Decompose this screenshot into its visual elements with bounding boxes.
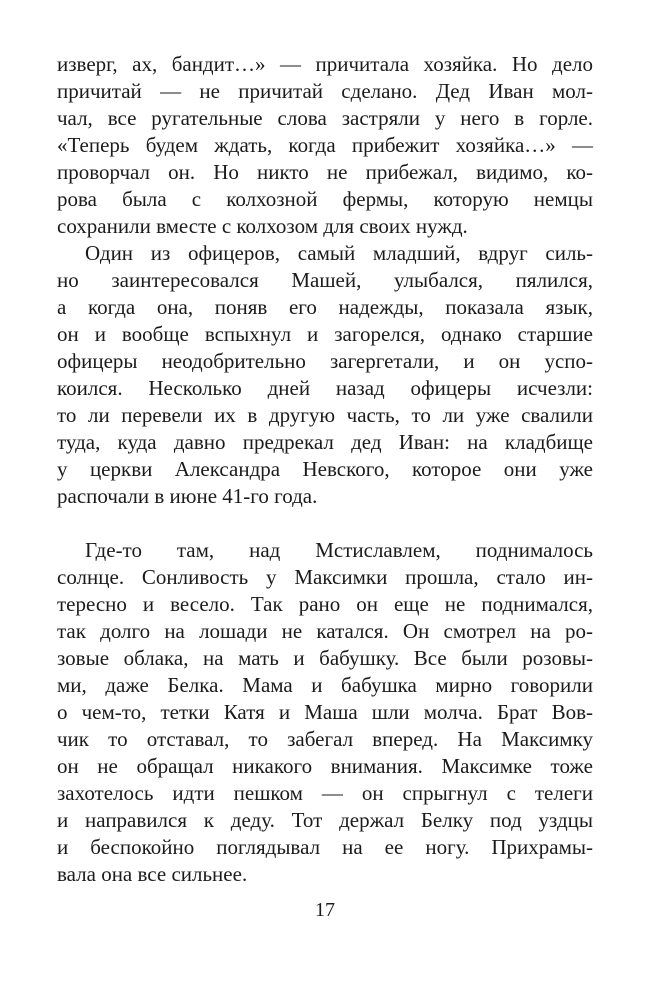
text-line: офицеры неодобрительно загергетали, и он успо- <box>57 349 593 373</box>
text-line: Где-то там, над Мстиславлем, поднималось <box>85 538 593 562</box>
text-line: Один из офицеров, самый младший, вдруг силь- <box>85 241 593 265</box>
text-line: так долго на лошади не катался. Он смотрел на ро- <box>57 619 593 643</box>
paragraph <box>57 51 593 240</box>
text-line: туда, куда давно предрекал дед Иван: на кладбище <box>57 430 593 454</box>
text-line: он и вообще вспыхнул и загорелся, однако старшие <box>57 322 593 346</box>
page-number: 17 <box>315 899 335 921</box>
text-line: вала она все сильнее. <box>57 862 248 886</box>
text-line: а когда она, поняв его надежды, показала язык, <box>57 295 593 319</box>
text-line: то ли перевели их в другую часть, то ли уже свалили <box>57 403 593 427</box>
text-line: причитай — не причитай сделано. Дед Иван мол- <box>57 79 593 103</box>
text-line: изверг, ах, бандит…» — причитала хозяйка. Но дело <box>57 52 593 76</box>
text-line: у церкви Александра Невского, которое они уже <box>57 457 593 481</box>
paragraph <box>57 537 593 888</box>
text-line: зовые облака, на мать и бабушку. Все были розовы- <box>57 646 593 670</box>
text-line: чик то отставал, то забегал вперед. На Максимку <box>57 727 593 751</box>
text-line: и направился к деду. Тот держал Белку под уздцы <box>57 808 593 832</box>
text-line: рова была с колхозной фермы, которую немцы <box>57 187 593 211</box>
text-line: коился. Несколько дней назад офицеры исчезли: <box>57 376 593 400</box>
text-line: сохранили вместе с колхозом для своих нужд. <box>57 214 468 238</box>
text-line: о чем-то, тетки Катя и Маша шли молча. Брат Вов- <box>57 700 593 724</box>
text-line: и беспокойно поглядывал на ее ногу. Прихрамы- <box>57 835 593 859</box>
text-line: чал, все ругательные слова застряли у него в горле. <box>57 106 593 130</box>
text-line: он не обращал никакого внимания. Максимке тоже <box>57 754 593 778</box>
text-line: «Теперь будем ждать, когда прибежит хозяйка…» — <box>57 133 593 157</box>
text-line: проворчал он. Но никто не прибежал, видимо, ко- <box>57 160 593 184</box>
text-line: распочали в июне 41-го года. <box>57 484 318 508</box>
text-line: солнце. Сонливость у Максимки прошла, стало ин- <box>57 565 593 589</box>
paragraph <box>57 240 593 510</box>
text-block <box>57 51 593 888</box>
text-line: тересно и весело. Так рано он еще не поднимался, <box>57 592 593 616</box>
text-line: ми, даже Белка. Мама и бабушка мирно говорили <box>57 673 593 697</box>
text-line: но заинтересовался Машей, улыбался, пялился, <box>57 268 593 292</box>
text-line: захотелось идти пешком — он спрыгнул с телеги <box>57 781 593 805</box>
